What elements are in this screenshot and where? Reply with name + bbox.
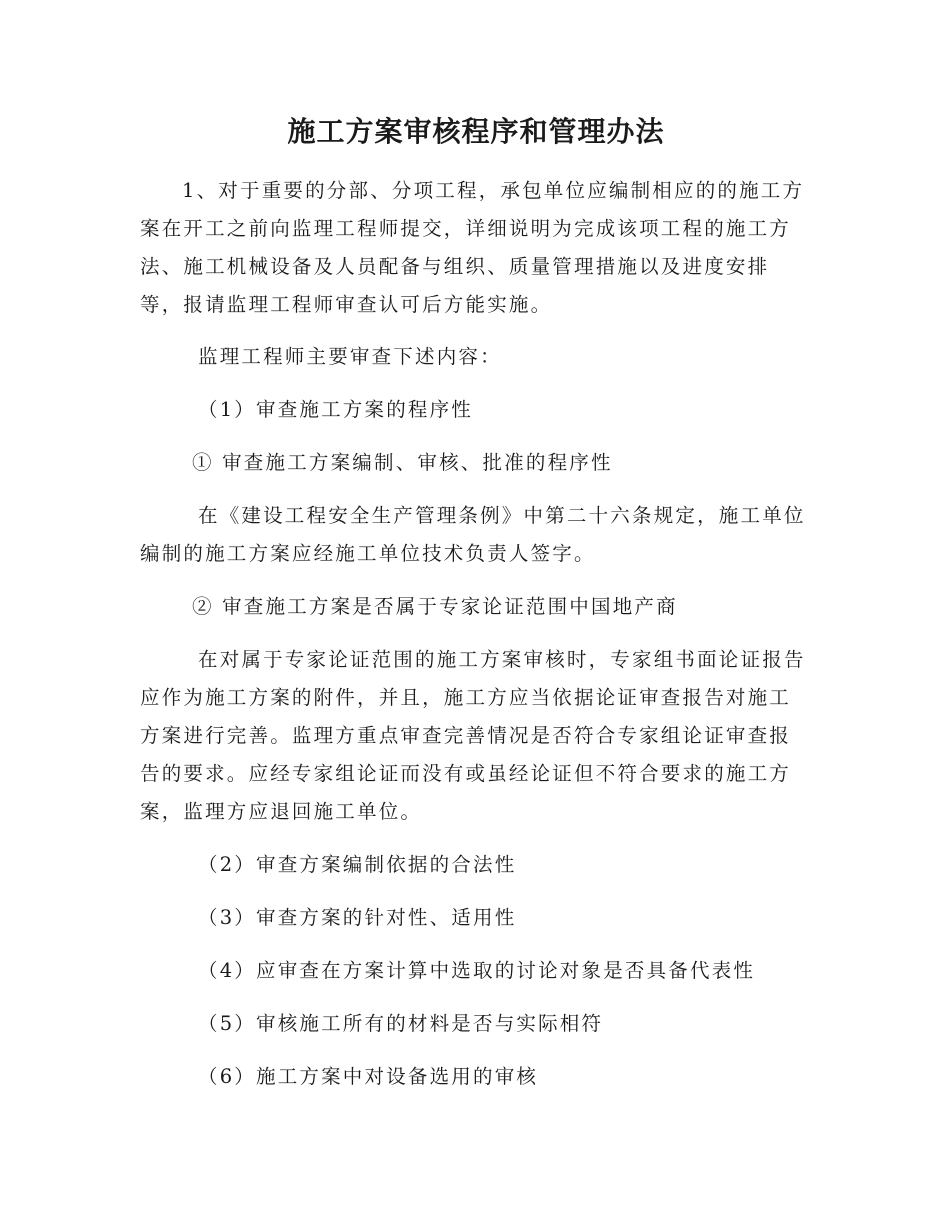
list-item-2: （2）审查方案编制依据的合法性 bbox=[198, 853, 517, 876]
paragraph-expert-review: 在对属于专家论证范围的施工方案审核时，专家组书面论证报告应作为施工方案的附件，并且，施工方应当依据论证审查报告对施工方案进行完善。监理方重点审查完善情况是否符合专家组论证审查报告的要求。应经专家组论证而没有或虽经论证但不符合要求的施工方案，监理方应退回施工单位。 bbox=[140, 648, 806, 823]
document-title: 施工方案审核程序和管理办法 bbox=[287, 115, 665, 148]
list-item-6: （6）施工方案中对设备选用的审核 bbox=[198, 1065, 539, 1088]
paragraph-review-lead: 监理工程师主要审查下述内容： bbox=[198, 345, 502, 368]
list-item-3: （3）审查方案的针对性、适用性 bbox=[198, 906, 517, 929]
paragraph-regulation: 在《建设工程安全生产管理条例》中第二十六条规定，施工单位编制的施工方案应经施工单位技术负责人签字。 bbox=[140, 504, 806, 565]
sub-item-2: ② 审查施工方案是否属于专家论证范围中国地产商 bbox=[192, 595, 678, 618]
list-item-5: （5）审核施工所有的材料是否与实际相符 bbox=[198, 1012, 604, 1035]
sub-item-1: ① 审查施工方案编制、审核、批准的程序性 bbox=[192, 451, 613, 474]
list-item-1: （1）审查施工方案的程序性 bbox=[198, 398, 474, 421]
document-page bbox=[140, 110, 812, 1096]
paragraph-intro: 1、对于重要的分部、分项工程，承包单位应编制相应的的施工方案在开工之前向监理工程师提交，详细说明为完成该项工程的施工方法、施工机械设备及人员配备与组织、质量管理措施以及进度安排等，报请监理工程师审查认可后方能实施。 bbox=[140, 179, 805, 316]
list-item-4: （4）应审查在方案计算中选取的讨论对象是否具备代表性 bbox=[198, 959, 756, 982]
